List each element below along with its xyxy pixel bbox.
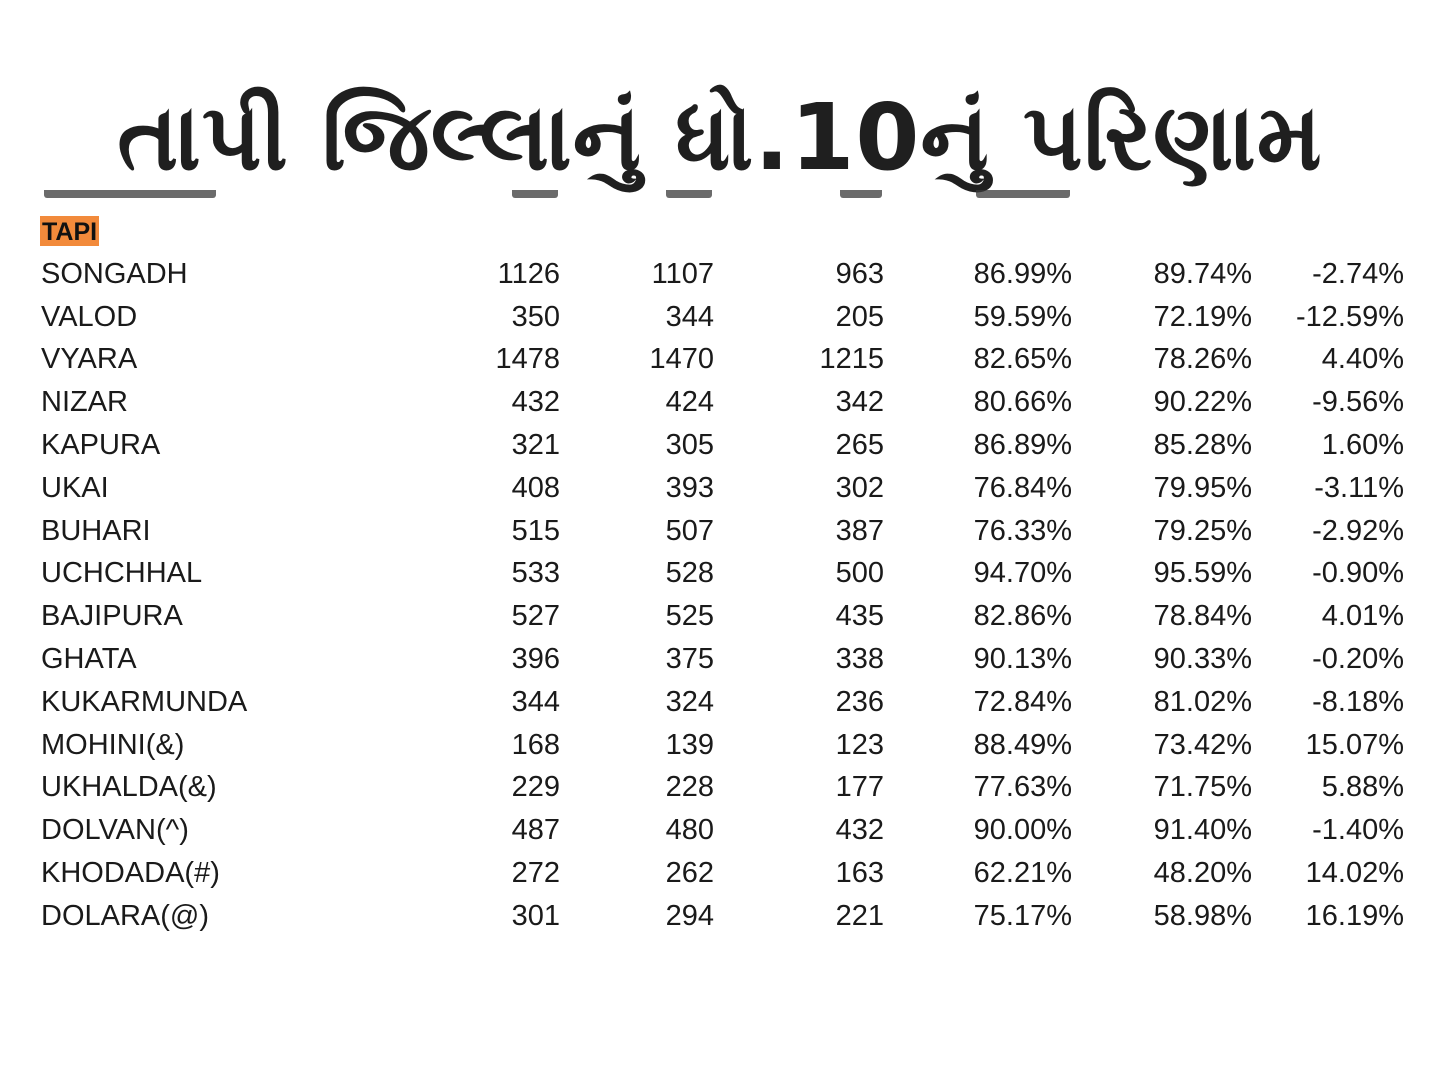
result-difference: -0.90% xyxy=(1312,557,1404,590)
result-difference: -8.18% xyxy=(1312,685,1404,718)
center-name: UCHCHHAL xyxy=(41,557,203,590)
center-name: BAJIPURA xyxy=(41,600,183,633)
result-previous-percent: 48.20% xyxy=(1153,857,1252,890)
row-padding xyxy=(1404,767,1440,810)
result-previous-percent: 71.75% xyxy=(1153,771,1252,804)
result-previous-percent: 89.74% xyxy=(1153,257,1252,290)
passed-count: 265 xyxy=(835,429,884,462)
result-difference: -2.74% xyxy=(1312,257,1404,290)
registered-count: 229 xyxy=(511,771,560,804)
result-difference: 4.40% xyxy=(1321,343,1404,376)
cropped-previous-row xyxy=(0,190,1440,202)
center-name: VALOD xyxy=(41,300,138,333)
registered-count: 432 xyxy=(511,386,560,419)
result-difference: -2.92% xyxy=(1312,514,1404,547)
appeared-count: 393 xyxy=(665,471,714,504)
passed-count: 123 xyxy=(835,728,884,761)
row-padding xyxy=(1404,339,1440,382)
table-row xyxy=(0,638,1440,681)
table-row xyxy=(0,253,1440,296)
result-difference: 15.07% xyxy=(1305,728,1404,761)
registered-count: 168 xyxy=(511,728,560,761)
passed-count: 338 xyxy=(835,643,884,676)
passed-count: 342 xyxy=(835,386,884,419)
result-previous-percent: 79.95% xyxy=(1153,471,1252,504)
appeared-count: 262 xyxy=(665,857,714,890)
row-padding xyxy=(1404,510,1440,553)
center-name: NIZAR xyxy=(41,386,128,419)
row-padding xyxy=(1404,381,1440,424)
row-padding xyxy=(1404,638,1440,681)
center-name: KUKARMUNDA xyxy=(41,685,248,718)
appeared-count: 528 xyxy=(665,557,714,590)
passed-count: 500 xyxy=(835,557,884,590)
registered-count: 515 xyxy=(511,514,560,547)
result-previous-percent: 78.84% xyxy=(1153,600,1252,633)
result-previous-percent: 72.19% xyxy=(1153,300,1252,333)
result-current-percent: 94.70% xyxy=(973,557,1072,590)
result-previous-percent: 85.28% xyxy=(1153,429,1252,462)
passed-count: 236 xyxy=(835,685,884,718)
registered-count: 487 xyxy=(511,814,560,847)
appeared-count: 480 xyxy=(665,814,714,847)
result-current-percent: 77.63% xyxy=(973,771,1072,804)
result-current-percent: 75.17% xyxy=(973,899,1072,932)
center-name: UKAI xyxy=(41,471,109,504)
row-padding xyxy=(1404,424,1440,467)
appeared-count: 228 xyxy=(665,771,714,804)
result-current-percent: 59.59% xyxy=(973,300,1072,333)
row-padding xyxy=(1404,253,1440,296)
result-current-percent: 80.66% xyxy=(973,386,1072,419)
table-row xyxy=(0,339,1440,382)
result-difference: 16.19% xyxy=(1305,899,1404,932)
result-difference: 14.02% xyxy=(1305,857,1404,890)
table-row xyxy=(0,296,1440,339)
result-current-percent: 90.13% xyxy=(973,643,1072,676)
passed-count: 221 xyxy=(835,899,884,932)
row-padding xyxy=(1404,724,1440,767)
table-row xyxy=(0,467,1440,510)
appeared-count: 525 xyxy=(665,600,714,633)
result-previous-percent: 81.02% xyxy=(1153,685,1252,718)
appeared-count: 344 xyxy=(665,300,714,333)
center-name: GHATA xyxy=(41,643,137,676)
result-difference: 5.88% xyxy=(1321,771,1404,804)
passed-count: 205 xyxy=(835,300,884,333)
appeared-count: 324 xyxy=(665,685,714,718)
table-row xyxy=(0,381,1440,424)
result-previous-percent: 90.22% xyxy=(1153,386,1252,419)
result-current-percent: 76.84% xyxy=(973,471,1072,504)
row-padding xyxy=(1404,809,1440,852)
table-row xyxy=(0,724,1440,767)
center-name: VYARA xyxy=(41,343,138,376)
result-current-percent: 86.89% xyxy=(973,429,1072,462)
result-current-percent: 86.99% xyxy=(973,257,1072,290)
center-name: KHODADA(#) xyxy=(41,857,220,890)
center-name: DOLVAN(^) xyxy=(41,814,189,847)
center-name: MOHINI(&) xyxy=(41,728,185,761)
results-table xyxy=(0,253,1440,938)
center-name: KAPURA xyxy=(41,429,161,462)
table-row xyxy=(0,767,1440,810)
table-row xyxy=(0,424,1440,467)
district-label: TAPI xyxy=(42,218,98,246)
result-difference: -1.40% xyxy=(1312,814,1404,847)
passed-count: 963 xyxy=(835,257,884,290)
registered-count: 272 xyxy=(511,857,560,890)
table-row xyxy=(0,595,1440,638)
center-name: UKHALDA(&) xyxy=(41,771,217,804)
table-row xyxy=(0,681,1440,724)
table-row xyxy=(0,895,1440,938)
registered-count: 1126 xyxy=(497,257,560,290)
result-current-percent: 88.49% xyxy=(973,728,1072,761)
result-current-percent: 76.33% xyxy=(973,514,1072,547)
result-current-percent: 62.21% xyxy=(973,857,1072,890)
registered-count: 301 xyxy=(511,899,560,932)
appeared-count: 305 xyxy=(665,429,714,462)
table-row xyxy=(0,553,1440,596)
appeared-count: 1470 xyxy=(649,343,714,376)
passed-count: 1215 xyxy=(819,343,884,376)
headline-title: તાપી જિલ્લાનું ધો.10નું પરિણામ xyxy=(117,84,1323,191)
result-previous-percent: 58.98% xyxy=(1153,899,1252,932)
cropped-text-fragment xyxy=(44,190,216,198)
center-name: BUHARI xyxy=(41,514,151,547)
center-name: DOLARA(@) xyxy=(41,899,210,932)
result-previous-percent: 79.25% xyxy=(1153,514,1252,547)
row-padding xyxy=(1404,467,1440,510)
result-difference: -12.59% xyxy=(1295,300,1404,333)
registered-count: 408 xyxy=(511,471,560,504)
result-previous-percent: 91.40% xyxy=(1153,814,1252,847)
row-padding xyxy=(1404,553,1440,596)
passed-count: 432 xyxy=(835,814,884,847)
result-previous-percent: 73.42% xyxy=(1153,728,1252,761)
passed-count: 435 xyxy=(835,600,884,633)
row-padding xyxy=(1404,681,1440,724)
cropped-text-fragment xyxy=(666,190,712,198)
result-difference: 1.60% xyxy=(1321,429,1404,462)
registered-count: 344 xyxy=(511,685,560,718)
registered-count: 350 xyxy=(511,300,560,333)
registered-count: 396 xyxy=(511,643,560,676)
result-current-percent: 82.86% xyxy=(973,600,1072,633)
appeared-count: 507 xyxy=(665,514,714,547)
result-difference: -0.20% xyxy=(1312,643,1404,676)
result-previous-percent: 95.59% xyxy=(1153,557,1252,590)
appeared-count: 294 xyxy=(665,899,714,932)
result-difference: -9.56% xyxy=(1312,386,1404,419)
appeared-count: 139 xyxy=(665,728,714,761)
row-padding xyxy=(1404,852,1440,895)
result-current-percent: 72.84% xyxy=(973,685,1072,718)
registered-count: 533 xyxy=(511,557,560,590)
result-previous-percent: 90.33% xyxy=(1153,643,1252,676)
table-row xyxy=(0,852,1440,895)
row-padding xyxy=(1404,895,1440,938)
results-table-body xyxy=(0,253,1440,938)
result-difference: -3.11% xyxy=(1314,471,1404,504)
appeared-count: 1107 xyxy=(651,257,714,290)
result-previous-percent: 78.26% xyxy=(1153,343,1252,376)
passed-count: 177 xyxy=(835,771,884,804)
row-padding xyxy=(1404,296,1440,339)
registered-count: 527 xyxy=(511,600,560,633)
appeared-count: 424 xyxy=(665,386,714,419)
table-row xyxy=(0,809,1440,852)
appeared-count: 375 xyxy=(665,643,714,676)
registered-count: 1478 xyxy=(495,343,560,376)
result-difference: 4.01% xyxy=(1321,600,1404,633)
result-current-percent: 90.00% xyxy=(973,814,1072,847)
cropped-text-fragment xyxy=(976,190,1070,198)
passed-count: 163 xyxy=(835,857,884,890)
table-row xyxy=(0,510,1440,553)
registered-count: 321 xyxy=(511,429,560,462)
passed-count: 302 xyxy=(835,471,884,504)
passed-count: 387 xyxy=(835,514,884,547)
center-name: SONGADH xyxy=(41,257,188,290)
row-padding xyxy=(1404,595,1440,638)
cropped-text-fragment xyxy=(512,190,558,198)
result-current-percent: 82.65% xyxy=(973,343,1072,376)
cropped-text-fragment xyxy=(840,190,882,198)
